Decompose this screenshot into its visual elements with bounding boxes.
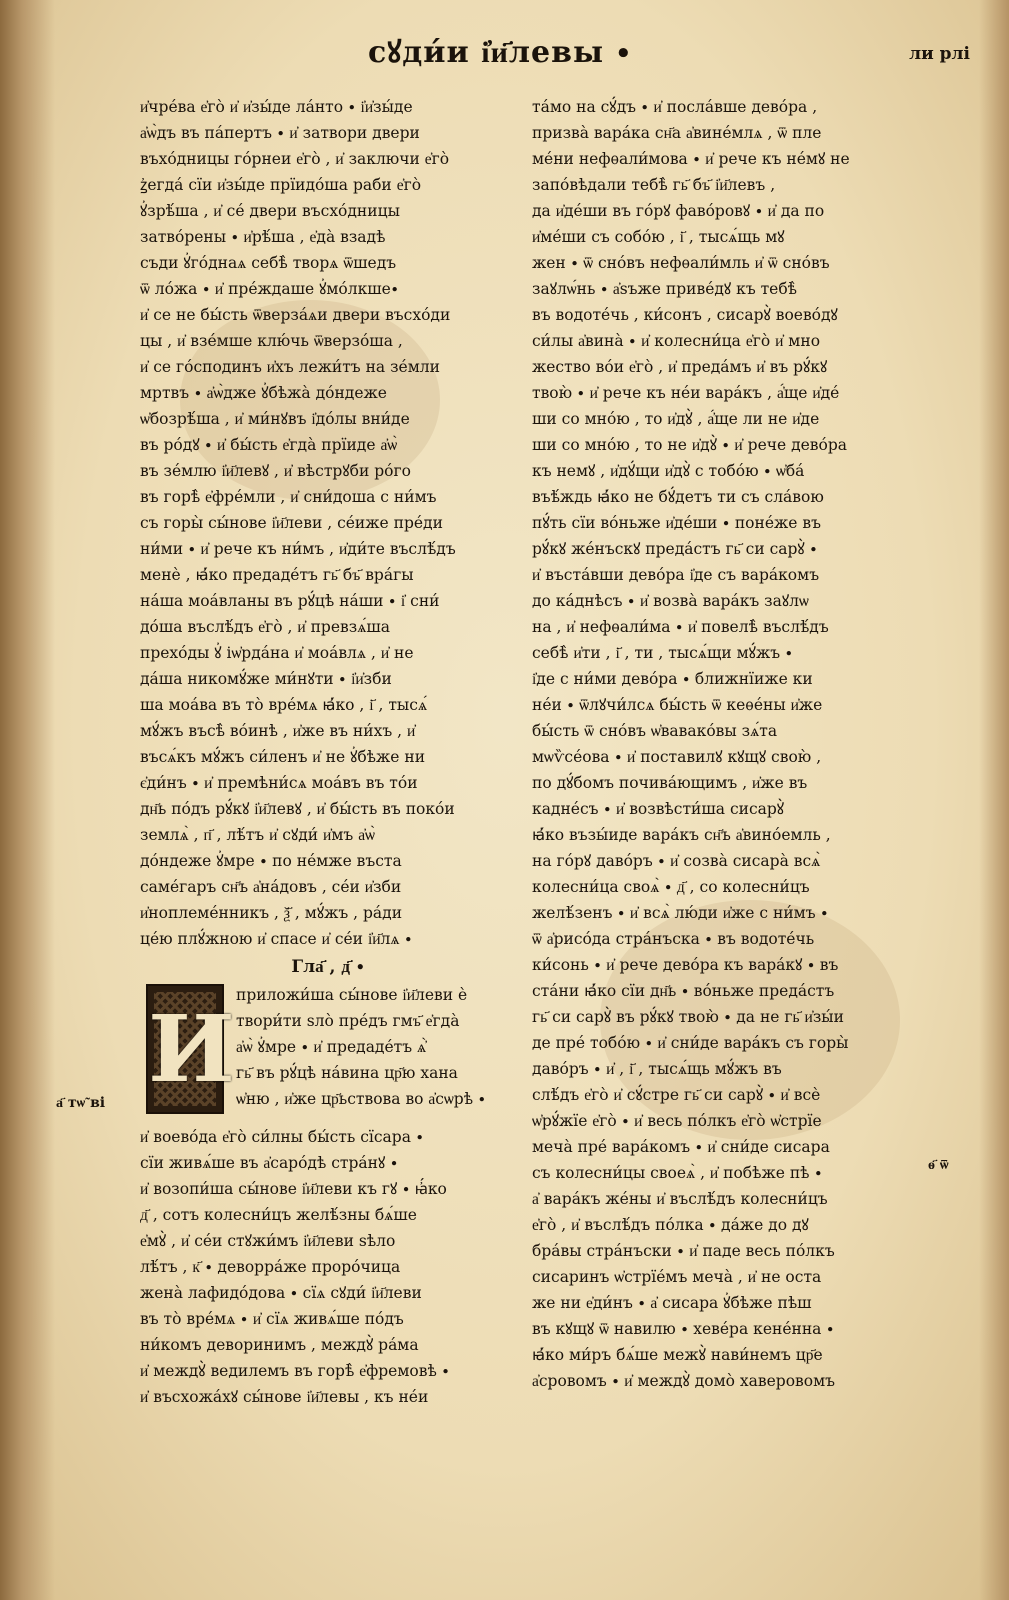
left-column-lines: [140, 94, 516, 952]
text-line: та́мо на сꙋ́дъ ∙ и҆ посла́вше дево́ра ,: [532, 98, 818, 116]
left-text-column: [140, 94, 516, 1410]
text-line: а҆сровомъ ∙ и҆ междꙋ̀ домо̀ хаверовомъ: [532, 1372, 835, 1390]
initial-text-lines: [236, 982, 526, 1112]
text-line: е҆мꙋ̀ , и҆ се́и стꙋжи́мъ і҆и҃леви ѕѣло: [140, 1232, 396, 1250]
text-line: і҆де с ни́ми дево́ра ∙ ближнїиже ки: [532, 670, 813, 688]
text-line: саме́гаръ сн҃ъ а҆на́довъ , се́и и҆зби: [140, 878, 402, 896]
text-line: да́ша никомꙋ́же ми́нꙋти ∙ і҆и҆зби: [140, 670, 392, 688]
text-line: а҆ вара́къ же́ны и҆ въслѣ́дъ колесни́цъ: [532, 1190, 828, 1208]
text-line: желѣ́зенъ ∙ и҆ всѧ̀ лю́ди и҆же с ни́мъ ∙: [532, 904, 829, 922]
text-line: ѡ҆ню , и҆же цр҃ьствова во а҆сѡрѣ ∙: [236, 1090, 486, 1108]
text-line: и҆ въсхожа́хꙋ сы́нове і҆и҃левы , къ не́и: [140, 1388, 429, 1406]
text-line: ши со мно́ю , то не и҆дꙋ̀ ∙ и҆ рече дево́ра: [532, 436, 848, 454]
running-title: сꙋди́и і҆и҃левы ∙: [367, 35, 633, 70]
text-line: де пре́ тобо́ю ∙ и҆ сни́де вара́къ съ горы̀: [532, 1034, 849, 1052]
text-line: затво́рены ∙ и҆рѣ́ша , е҆да̀ взадѣ: [140, 228, 386, 246]
margin-note-right: ѳ҃ ѿ: [928, 1157, 949, 1173]
text-line: си́лы а҆вина̀ ∙ и҆ колесни́ца е҆го̀ и҆ мно: [532, 332, 821, 350]
text-line: ки́сонь ∙ и҆ рече дево́ра къ вара́кꙋ ∙ въ: [532, 956, 839, 974]
text-line: жена̀ лафидо́дова ∙ сїѧ сꙋди́ і҆и҃леви: [140, 1284, 422, 1302]
text-line: до́ша въслѣ́дъ е҆го̀ , и҆ превзѧ́ша: [140, 618, 390, 636]
text-line: въ ро́дꙋ ∙ и҆ бы́сть е҆гда̀ прїиде а҆ѡ̀: [140, 436, 398, 454]
text-line: мртвъ ∙ а҆ѡ̀дже ꙋ҆бѣжа̀ до́ндеже: [140, 384, 387, 402]
text-line: мꙋ́жъ въсѣ̀ во́инѣ , и҆же въ ни́хъ , и҆: [140, 722, 416, 740]
text-line: ѡ҆рꙋ́жїе е҆го̀ ∙ и҆ весь по́лкъ е҆го̀ ѡ҆стрїе: [532, 1112, 822, 1130]
text-line: въ водоте́чь , ки́сонъ , сисарꙋ̀ воево́дꙋ: [532, 306, 838, 324]
text-line: д҃ , сотъ колесни́цъ желѣ́зны бѧ́ше: [140, 1206, 417, 1224]
text-line: ни́комъ деворинимъ , междꙋ̀ ра́ма: [140, 1336, 419, 1354]
text-line: слѣ́дъ е҆го̀ и҆ сꙋ́стре гь҃ си сарꙋ̀ ∙ и҆ всѐ: [532, 1086, 821, 1104]
text-line: ни́ми ∙ и҆ рече къ ни́мъ , и҆ди́те въслѣ́дъ: [140, 540, 456, 558]
text-line: съ колесни́цы своеѧ̀ , и҆ побѣже пѣ ∙: [532, 1164, 823, 1182]
text-line: призва̀ вара́ка сн҃а а҆вине́млѧ , ѿ пле: [532, 124, 822, 142]
right-column-lines: [532, 94, 922, 1394]
folio-number: ли рлі: [909, 44, 970, 64]
text-line: пꙋ́ть сїи во́ньже и҆де́ши ∙ поне́же въ: [532, 514, 821, 532]
initial-block: [140, 982, 516, 1124]
text-line: твори́ти ѕло̀ пре́дъ гмъ҃ е҆гда̀: [236, 1012, 460, 1030]
text-line: не́и ∙ ѿлꙋчи́лсѧ бы́сть ѿ кеѳе́ны и҆же: [532, 696, 823, 714]
text-line: на , и҆ нефѳали́ма ∙ и҆ повелѣ̀ въслѣ́дъ: [532, 618, 829, 636]
text-line: и҆ноплеме́нникъ , ѯ҃ , мꙋ́жъ , ра́ди: [140, 904, 403, 922]
text-line: меча̀ пре́ вара́комъ ∙ и҆ сни́де сисара: [532, 1138, 830, 1156]
text-line: це́ю плꙋ́жною и҆ спасе и҆ се́и і҆и҃лѧ ∙: [140, 930, 413, 948]
text-line: съ горы̀ сы́нове і҆и҃леви , се́иже пре́ди: [140, 514, 443, 532]
text-line: а҆ѡ̀ ꙋ҆мре ∙ и҆ предаде́тъ ѧ҆̀: [236, 1038, 427, 1056]
text-line: до́ндеже ꙋ҆мре ∙ по не́мже въста: [140, 852, 402, 870]
text-line: сїи живѧ́ше въ а҆саро́дѣ стра́нꙋ ∙: [140, 1154, 398, 1172]
text-line: по дꙋ́бомъ почива́ющимъ , и҆же въ: [532, 774, 808, 792]
text-line: ꙋ҆зрѣ́ша , и҆ се́ двери въсхо́дницы: [140, 202, 400, 220]
right-text-column: [532, 94, 922, 1394]
text-line: и҆чре́ва е҆го̀ и҆ и҆зы́де ла́нто ∙ і҆и҆зы́де: [140, 98, 413, 116]
text-line: и҆ воево́да е҆го̀ си́лны бы́сть сїсара ∙: [140, 1128, 424, 1146]
text-line: е҆го̀ , и҆ въслѣ́дъ по́лка ∙ да́же до дꙋ: [532, 1216, 809, 1234]
text-line: жество во́и е҆го̀ , и҆ преда́мъ и҆ въ рꙋ́кꙋ: [532, 358, 828, 376]
text-line: жен ∙ ѿ сно́въ нефѳали́мль и҆ ѿ сно́въ: [532, 254, 830, 272]
text-line: ѡ҆бозрѣ́ша , и҆ ми́нꙋвъ і҆до́лы вни́де: [140, 410, 410, 428]
text-line: съди ꙋ҆го́днаѧ себѣ̀ творѧ ѿшедъ: [140, 254, 397, 272]
text-line: и҆ возопи́ша сы́нове і҆и҃леви къ гꙋ ∙ ꙗ҆́ко: [140, 1180, 447, 1198]
text-line: бы́сть ѿ сно́въ ѡ҆вавако́вы зѧ́та: [532, 722, 778, 740]
decorated-initial: [146, 984, 235, 1114]
text-line: ꙁ҆егда́ сїи и҆зы́де прїидо́ша раби е҆го̀: [140, 176, 422, 194]
text-line: твою̀ ∙ и҆ рече къ не́и вара́къ , а҆́ще и҆де́: [532, 384, 840, 402]
text-line: въ то̀ вре́мѧ ∙ и҆ сїѧ живѧ́ше по́дъ: [140, 1310, 404, 1328]
text-line: приложи́ша сы́нове і҆и҃леви ѐ: [236, 986, 468, 1004]
text-line: а҆ѡ̀дъ въ па́пертъ ∙ и҆ затвори двери: [140, 124, 420, 142]
text-line: землѧ̀ , п҃ , лѣ́тъ и҆ сꙋди́ и҆мъ а҆ѡ̀: [140, 826, 375, 844]
text-line: въ зе́млю і҆и҃левꙋ , и҆ вѣстрꙋби ро́го: [140, 462, 411, 480]
text-line: ꙗ҆́ко възы́иде вара́къ сн҃ъ а҆вино́емль ,: [532, 826, 831, 844]
text-line: ша моа́ва въ то̀ вре́мѧ ꙗ҆́ко , і҃ , тысѧ́: [140, 696, 428, 714]
text-line: ста́ни ꙗ҆́ко сїи дн҃ь ∙ во́ньже преда́стъ: [532, 982, 835, 1000]
text-line: ши со мно́ю , то и҆дꙋ̀ , а҆́ще ли не и҆де: [532, 410, 820, 428]
text-line: рꙋ́кꙋ же́нъскꙋ преда́стъ гь҃ си сарꙋ̀ ∙: [532, 540, 818, 558]
text-line: прехо́ды ꙋ҆ іѡ҆рда́на и҆ моа́влѧ , и҆ не: [140, 644, 414, 662]
text-line: себѣ̀ и҆ти , і҃ , ти , тысѧ́щи мꙋ́жъ ∙: [532, 644, 793, 662]
text-line: въ кꙋщꙋ ѿ навилю ∙ хеве́ра кене́нна ∙: [532, 1320, 834, 1338]
initial-glyph: И: [148, 995, 235, 1103]
text-line: гь҃ си сарꙋ̀ въ рꙋ́кꙋ твою̀ ∙ да не гь҃ и҆зы́и: [532, 1008, 844, 1026]
text-line: на го́рꙋ даво́ръ ∙ и҆ созва̀ сисара̀ всѧ̀: [532, 852, 821, 870]
text-line: въ горѣ̀ е҆фре́мли , и҆ сни́доша с ни́мъ: [140, 488, 437, 506]
text-line: сисаринъ ѡ҆стрїе́мъ меча̀ , и҆ не оста: [532, 1268, 822, 1286]
text-line: въѣ́ждь ꙗ҆́ко не бꙋ́детъ ти съ сла́вою: [532, 488, 824, 506]
left-column-lines-after: [140, 1124, 516, 1410]
text-line: цы , и҆ взе́мше клю́чь ѿверзо́ша ,: [140, 332, 403, 350]
text-line: на́ша моа́вланы въ рꙋ́цѣ на́ши ∙ і҆ сни́: [140, 592, 440, 610]
text-line: бра́вы стра́нъски ∙ и҆ паде весь по́лкъ: [532, 1242, 835, 1260]
text-line: гь҃ въ рꙋ́цѣ на́вина цр҃ю хана: [236, 1064, 458, 1082]
text-line: колесни́ца своѧ̀ ∙ д҃ , со колесни́цъ: [532, 878, 810, 896]
text-line: и҆ме́ши съ собо́ю , і҃ , тысѧ́щь мꙋ: [532, 228, 785, 246]
text-line: запо́вѣдали тебѣ̀ гь҃ бъ҃ і҆и҃левъ ,: [532, 176, 776, 194]
text-line: менѐ , ꙗ҆́ко предаде́тъ гь҃ бъ҃ вра́гы: [140, 566, 414, 584]
text-line: ѿ ло́жа ∙ и҆ пре́ждаше ꙋ҆мо́лкше∙: [140, 280, 399, 298]
text-line: и҆ междꙋ̀ ведилемъ въ горѣ̀ е҆фремовѣ ∙: [140, 1362, 450, 1380]
text-line: къ немꙋ , и҆дꙋ́щи и҆дꙋ̀ с тобо́ю ∙ ѡ҆ба́: [532, 462, 805, 480]
text-line: даво́ръ ∙ и҆ , і҃ , тысѧ́щь мꙋ́жъ въ: [532, 1060, 782, 1078]
text-line: кадне́съ ∙ и҆ возвѣсти́ша сисарꙋ̀: [532, 800, 785, 818]
text-line: же ни е҆ди́нъ ∙ а҆ сисара ꙋ҆бѣже пѣш: [532, 1294, 812, 1312]
text-line: є҆ди́нъ ∙ и҆ премѣни́сѧ моа́въ въ то́и: [140, 774, 418, 792]
text-line: ꙗ҆́ко ми́ръ бѧ́ше межꙋ̀ нави́немъ цр҃е: [532, 1346, 823, 1364]
text-line: да и҆де́ши въ го́рꙋ фаво́ровꙋ ∙ и҆ да по: [532, 202, 825, 220]
text-line: мѡѷсе́ова ∙ и҆ поставилꙋ кꙋщꙋ свою̀ ,: [532, 748, 822, 766]
text-line: ме́ни нефѳали́мова ∙ и҆ рече къ не́мꙋ не: [532, 150, 850, 168]
text-line: дн҃ь по́дъ рꙋ́кꙋ і҆и҃левꙋ , и҆ бы́сть въ поко́и: [140, 800, 455, 818]
margin-note-left: а҃ тѡ̃ ві: [56, 1095, 106, 1111]
text-line: въсѧ́къ мꙋ́жъ си́ленъ и҆ не ꙋ҆бѣже ни: [140, 748, 426, 766]
text-line: и҆ въста́вши дево́ра і҆де съ вара́комъ: [532, 566, 820, 584]
text-line: заꙋлѡ́нь ∙ а҆ѕъже приве́дꙋ къ тебѣ̀: [532, 280, 798, 298]
text-line: и҆ се го́сподинъ и҆хъ лежи́тъ на зе́мли: [140, 358, 440, 376]
text-line: ѿ а҆рисо́да стра́нъска ∙ въ водоте́чь: [532, 930, 815, 948]
chapter-heading: Гла҃ , д҃ ∙: [291, 957, 365, 977]
text-line: лѣ́тъ , к҃ ∙ деворра́же проро́чица: [140, 1258, 401, 1276]
text-line: до ка́днѣсъ ∙ и҆ возва̀ вара́къ заꙋлѡ: [532, 592, 809, 610]
text-line: въхо́дницы го́рнеи е҆го̀ , и҆ заключи е҆го̀: [140, 150, 450, 168]
text-line: и҆ се не бы́сть ѿверза́ѧи двери въсхо́ди: [140, 306, 451, 324]
